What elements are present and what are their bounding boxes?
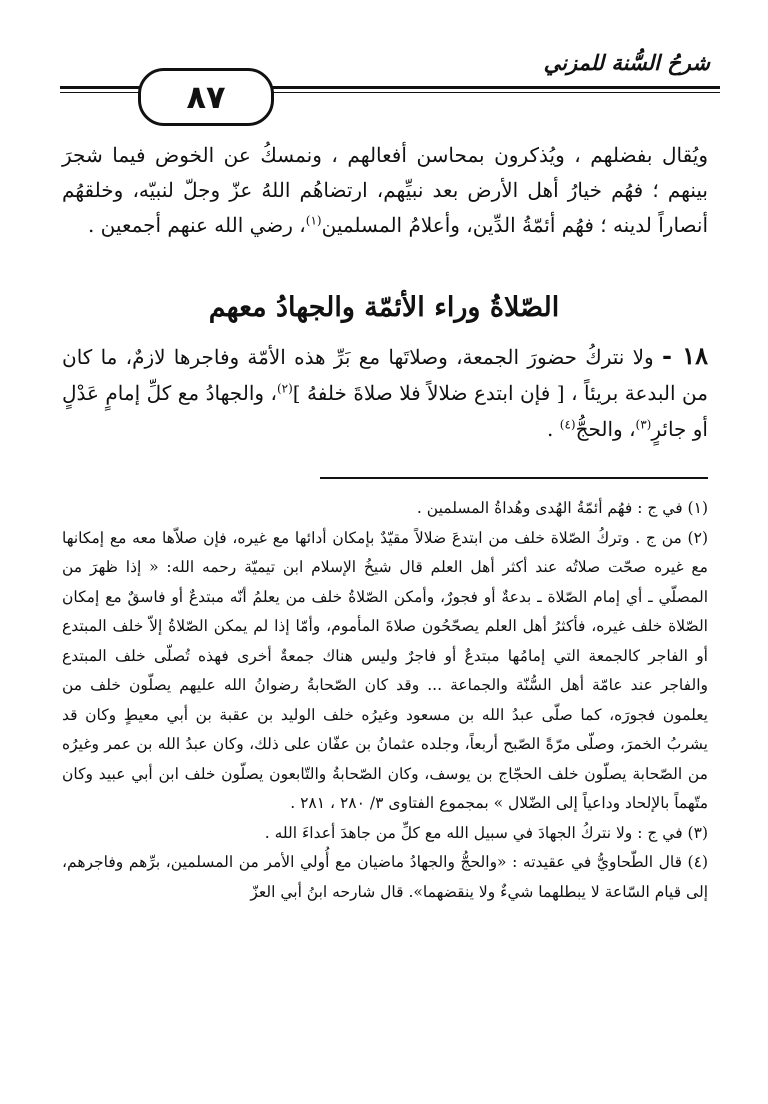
- hadith-number: ١٨ -: [661, 341, 708, 370]
- hadith-text-3: ، والحجُّ: [575, 417, 636, 441]
- footnote-3: (٣) في ج : ولا نتركُ الجهادَ في سبيل الله مع كلِّ من جاهدَ أعداءَ الله .: [264, 823, 708, 842]
- running-title: شرحُ السُّنة للمزني: [543, 50, 710, 75]
- footnote-separator: [320, 477, 708, 479]
- hadith-paragraph: [62, 338, 708, 447]
- section-heading: الصّلاةُ وراء الأئمّة والجهادُ معهم: [208, 292, 560, 323]
- footnotes: [62, 494, 708, 907]
- body-text: ويُقال بفضلهم ، ويُذكرون بمحاسن أفعالهم ، ونمسكُ عن الخوض فيما شجرَ بينهم ؛ فهُم خيارُ أهل الأرض بعد نبيِّهم، ارتضاهُم اللهُ عزّ وجلّ لنبيّه، وخلقهُم أنصاراً لدينه ؛ فهُم أئمّةُ الدِّين، وأعلامُ المسلمين: [62, 143, 708, 237]
- footnote-4: (٤) قال الطّحاويُّ في عقيدته : «والحجُّ والجهادُ ماضيان مع أُولي الأمر من المسلمين، برِّهم وفاجرهم، إلى قيام السّاعة لا يبطلهما شيءٌ ولا ينقضهما». قال شارحه ابنُ أبي العزّ: [62, 853, 708, 901]
- footnote-2: (٢) من ج . وتركُ الصّلاة خلف من ابتدعَ ضلالاً مقيّدٌ بإمكان أدائها مع غيره، فإن صلاّها معه مع إمكانها مع غيره صحّت صلاتُه عند أكثر أهل العلم قال شيخُ الإسلام ابن تيميّة رحمه الله: « إذا ظهرَ من المصلّي ـ أي إمام الصّلاة ـ بدعةٌ أو فجورٌ، وأمكن الصّلاةُ خلف من يعلمُ أنّه مبتدعٌ أو فاسقٌ مع إمكان الصّلاة خلف غيره، فأكثرُ أهل العلم يصحّحُون صلاةَ المأموم، وأمّا إذا لم يمكن الصّلاةُ إلاّ خلف المبتدع أو الفاجر كالجمعة التي إمامُها مبتدعٌ أو فاجرٌ وليس هناك جمعةٌ أخرى فهذه تُصلّى خلف المبتدع والفاجر عند عامّة أهل السُّنّة والجماعة ... وقد كان الصّحابةُ رضوانُ الله عليهم يصلّون خلف من يعلمون فجورَه، كما صلّى عبدُ الله بن مسعود وغيرُه خلف الوليد بن عقبة بن أبي معيطٍ وكان قد يشربُ الخمرَ، وصلّى مرّةً الصّبح أربعاً، وجلده عثمانُ بن عفّان على ذلك، وكان عبدُ الله بن عمر وغيرُه من الصّحابة يصلّون خلف الحجّاج بن يوسف، وكان الصّحابةُ والتّابعون يصلّون خلف ابن أبي عبيد وكان متّهماً بالإلحاد وداعياً إلى الضّلال » بمجموع الفتاوى ٣/ ٢٨٠ ، ٢٨١ .: [62, 528, 708, 812]
- body-text-end: ، رضي الله عنهم أجمعين .: [87, 213, 306, 237]
- footnote-ref-1: (١): [305, 213, 322, 228]
- hadith-text-2: ، والجهادُ مع كلِّ إمامٍ عَدْلٍ أو جائرٍ: [62, 381, 708, 441]
- hadith-text-1: ولا نتركُ حضورَ الجمعة، وصلاتَها مع بَرِّ هذه الأمّة وفاجرها لازمٌ، ما كان من البدعة بريئاً ، [ فإن ابتدع ضلالاً فلا صلاةَ خلفهُ ]: [62, 345, 708, 405]
- footnote-ref-3: (٣): [635, 417, 652, 432]
- body-paragraph: [62, 138, 708, 243]
- footnote-ref-4: (٤): [559, 417, 576, 432]
- page-number-badge: ٨٧: [138, 68, 274, 126]
- footnote-ref-2: (٢): [276, 381, 293, 396]
- footnote-1: (١) في ج : فهُم أئمّةُ الهُدى وهُداةُ المسلمين .: [416, 499, 708, 517]
- page-header: [60, 38, 720, 128]
- hadith-text-4: .: [547, 417, 560, 441]
